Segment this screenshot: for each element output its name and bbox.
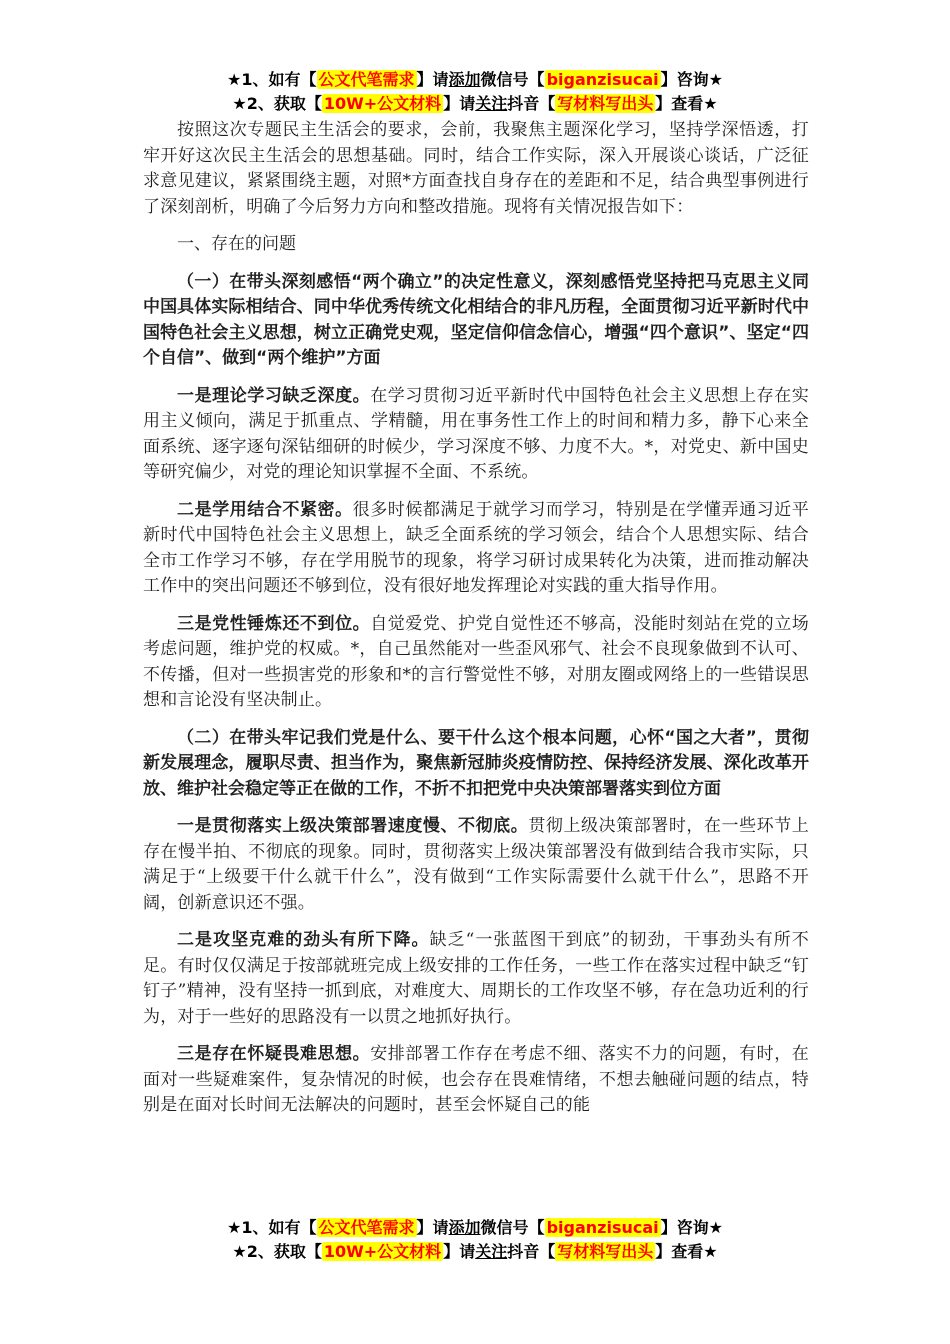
promo-underline: 添加: [448, 1218, 481, 1237]
paragraph-text: 自觉爱党、护党自觉性还不够高，没能时刻站在党的立场考虑问题，维护党的权威。*，自己虽然能对一些歪风邪气、社会不良现象做到不认可、不传播，但对一些损害党的形象和*的言行警觉性不够，对朋友圈或网络上的一些错误思想和言论没有坚决制止。: [143, 613, 810, 710]
promo-text: 抖音【: [507, 94, 556, 113]
promo-text: 】请: [443, 94, 476, 113]
promo-banner-top: [0, 68, 950, 116]
promo-text: ★2、获取【: [232, 1242, 322, 1261]
promo-text: 微信号【: [480, 70, 545, 89]
promo-underline: 关注: [475, 94, 508, 113]
promo-text: ★1、如有【: [227, 1218, 317, 1237]
promo-text: 】请: [416, 70, 449, 89]
promo-highlight: 10W+公文材料: [323, 1242, 442, 1261]
promo-underline: 添加: [448, 70, 481, 89]
promo-line-1: [0, 1216, 950, 1240]
paragraph-text: 安排部署工作存在考虑不细、落实不力的问题，有时，在面对一些疑难案件，复杂情况的时候，也会存在畏难情绪，不想去触碰问题的结点，特别是在面对长时间无法解决的问题时，甚至会怀疑自己的能: [143, 1044, 810, 1115]
paragraph-lead: 二是攻坚克难的劲头有所下降。: [177, 930, 430, 950]
promo-text: 】查看★: [655, 94, 718, 113]
document-body: [143, 118, 809, 1131]
promo-text: 】咨询★: [660, 70, 723, 89]
problem-paragraph: [143, 384, 809, 486]
promo-highlight: 公文代笔需求: [318, 1218, 415, 1237]
promo-text: 】查看★: [655, 1242, 718, 1261]
promo-text: 微信号【: [480, 1218, 545, 1237]
problem-paragraph: [143, 1042, 809, 1119]
promo-line-2: [0, 92, 950, 116]
promo-line-1: [0, 68, 950, 92]
paragraph-lead: 一是贯彻落实上级决策部署速度慢、不彻底。: [177, 816, 529, 836]
paragraph-text: 缺乏“一张蓝图干到底”的韧劲，干事劲头有所不足。有时仅仅满足于按部就班完成上级安排的工作任务，一些工作在落实过程中缺乏“钉钉子”精神，没有坚持一抓到底，对难度大、周期长的工作攻坚不够，存在急功近利的行为，对于一些好的思路没有一以贯之地抓好执行。: [143, 930, 809, 1027]
paragraph-lead: 三是存在怀疑畏难思想。: [177, 1044, 371, 1064]
paragraph-text: 在学习贯彻习近平新时代中国特色社会主义思想上存在实用主义倾向，满足于抓重点、学精髓，用在事务性工作上的时间和精力多，静下心来全面系统、逐字逐句深钻细研的时候少，学习深度不够、力度不大。*，对党史、新中国史等研究偏少，对党的理论知识掌握不全面、不系统。: [143, 385, 810, 482]
promo-text: 】请: [443, 1242, 476, 1261]
promo-text: 抖音【: [507, 1242, 556, 1261]
promo-underline: 关注: [475, 1242, 508, 1261]
problem-paragraph: [143, 498, 809, 600]
promo-text: ★2、获取【: [232, 94, 322, 113]
promo-wechat-id: biganzisucai: [546, 1218, 659, 1237]
subsection-heading-1: （一）在带头深刻感悟“两个确立”的决定性意义，深刻感悟党坚持把马克思主义同中国具体实际相结合、同中华优秀传统文化相结合的非凡历程，全面贯彻习近平新时代中国特色社会主义思想，树立正确党史观，坚定信仰信念信心，增强“四个意识”、坚定“四个自信”、做到“两个维护”方面: [143, 271, 809, 368]
problem-paragraph: [143, 612, 809, 714]
paragraph-text: 贯彻上级决策部署时，在一些环节上存在慢半拍、不彻底的现象。同时，贯彻落实上级决策部署没有做到结合我市实际，只满足于“上级要干什么就干什么”，没有做到“工作实际需要什么就干什么”，思路不开阔，创新意识还不强。: [143, 816, 809, 913]
promo-wechat-id: biganzisucai: [546, 70, 659, 89]
promo-highlight: 公文代笔需求: [318, 70, 415, 89]
paragraph-lead: 二是学用结合不紧密。: [177, 499, 353, 520]
promo-text: 】请: [416, 1218, 449, 1237]
promo-text: ★1、如有【: [227, 70, 317, 89]
promo-banner-bottom: [0, 1216, 950, 1264]
section-heading: 一、存在的问题: [177, 234, 296, 254]
problem-paragraph: [143, 928, 809, 1030]
promo-douyin-id: 写材料写出头: [557, 94, 654, 113]
promo-highlight: 10W+公文材料: [323, 94, 442, 113]
paragraph-lead: 一是理论学习缺乏深度。: [177, 385, 371, 406]
problem-paragraph: [143, 814, 809, 916]
paragraph-lead: 三是党性锤炼还不到位。: [177, 613, 371, 634]
promo-douyin-id: 写材料写出头: [557, 1242, 654, 1261]
paragraph-text: 很多时候都满足于就学习而学习，特别是在学懂弄通习近平新时代中国特色社会主义思想上，缺乏全面系统的学习领会，结合个人思想实际、结合全市工作学习不够，存在学用脱节的现象，将学习研讨成果转化为决策，进而推动解决工作中的突出问题还不够到位，没有很好地发挥理论对实践的重大指导作用。: [143, 499, 809, 596]
intro-paragraph: 按照这次专题民主生活会的要求，会前，我聚焦主题深化学习，坚持学深悟透，打牢开好这次民主生活会的思想基础。同时，结合工作实际，深入开展谈心谈话，广泛征求意见建议，紧紧围绕主题，对照*方面查找自身存在的差距和不足，结合典型事例进行了深刻剖析，明确了今后努力方向和整改措施。现将有关情况报告如下：: [143, 120, 809, 217]
subsection-heading-2: （二）在带头牢记我们党是什么、要干什么这个根本问题，心怀“国之大者”，贯彻新发展理念，履职尽责、担当作为，聚焦新冠肺炎疫情防控、保持经济发展、深化改革开放、维护社会稳定等正在做的工作，不折不扣把党中央决策部署落实到位方面: [143, 727, 809, 799]
promo-text: 】咨询★: [660, 1218, 723, 1237]
promo-line-2: [0, 1240, 950, 1264]
